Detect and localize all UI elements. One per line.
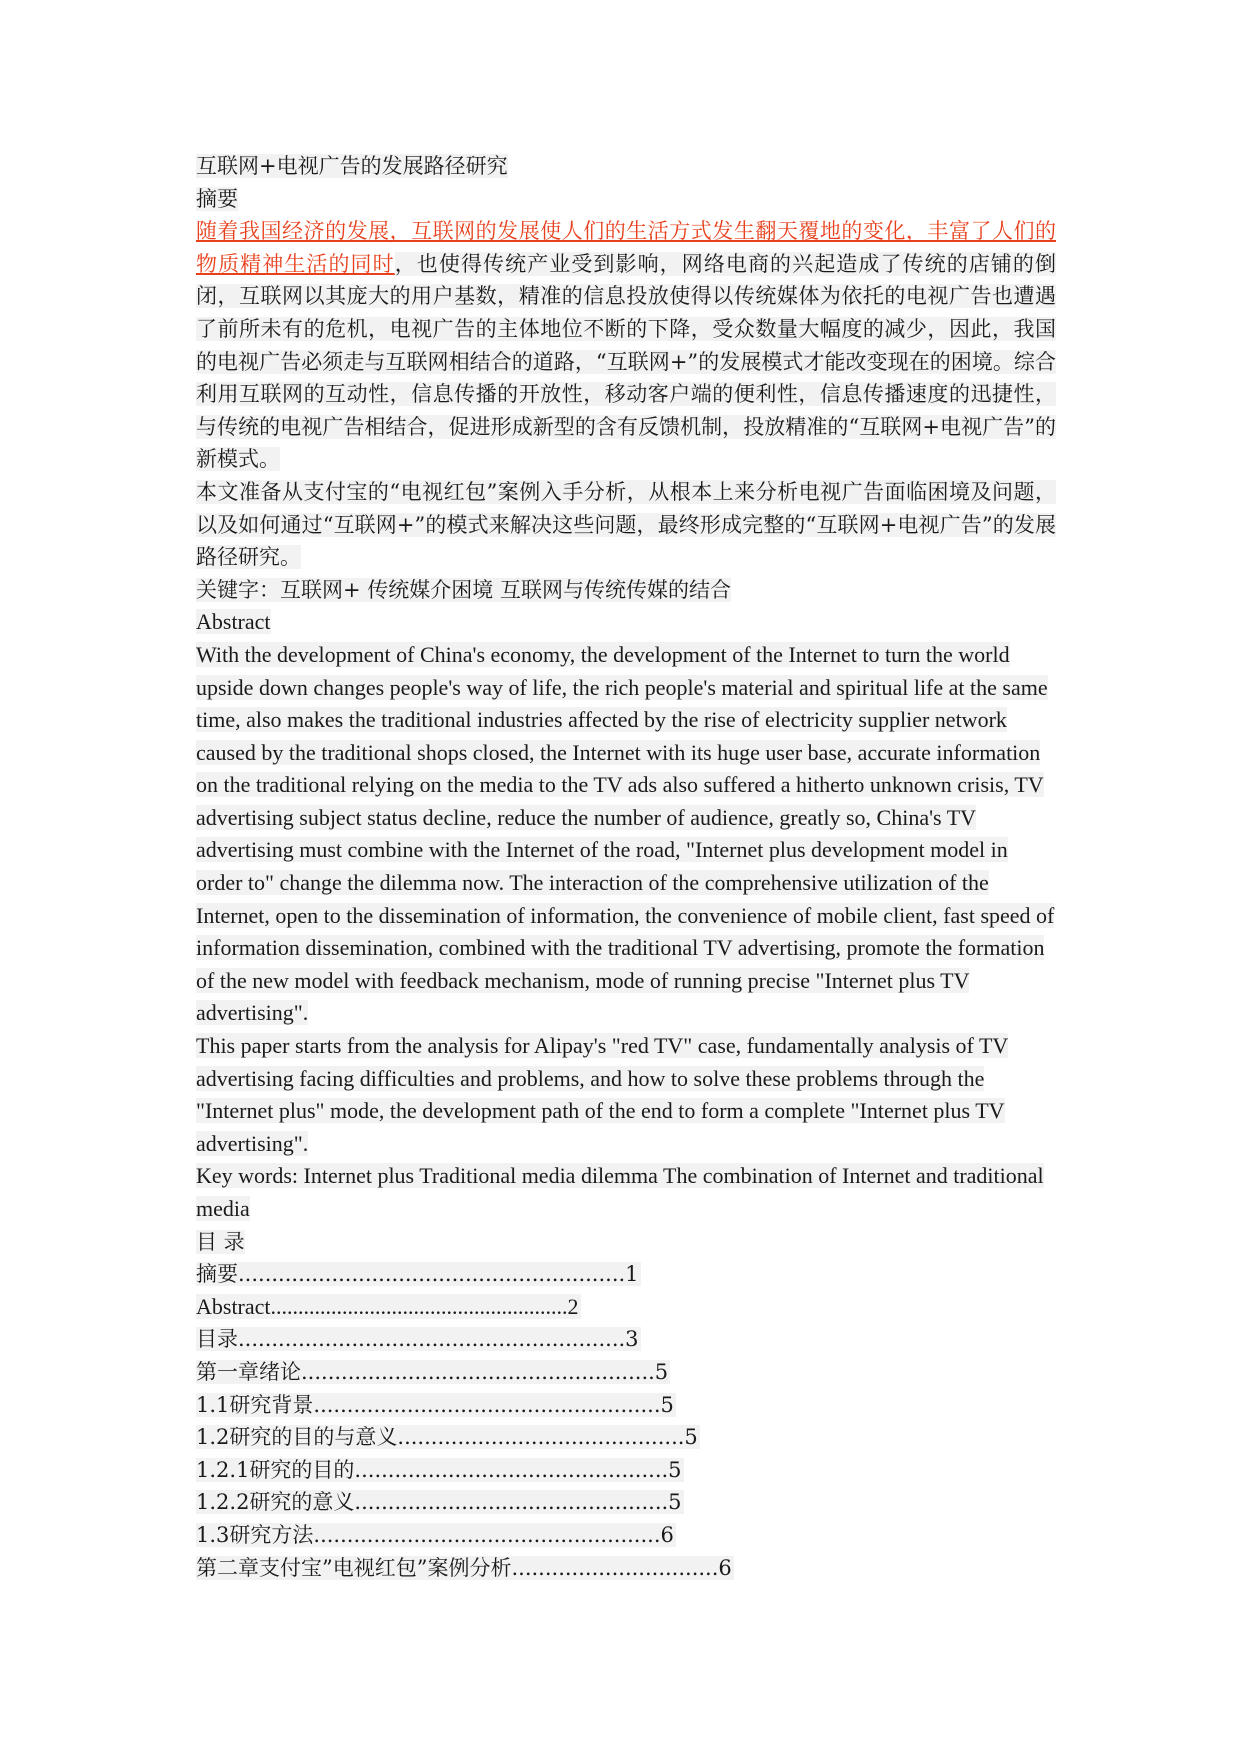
toc-item: 第二章支付宝”电视红包”案例分析...............................6	[196, 1555, 732, 1580]
abstract-cn-text: ，也使得传统产业受到影响，网络电商的兴起造成了传统的店铺的倒闭，互联网以其庞大的用户基数，精准的信息投放使得以传统媒体为依托的电视广告也遭遇了前所未有的危机，电视广告的主体地位不断的下降，受众数量大幅度的减少，因此，我国的电视广告必须走与互联网相结合的道路，“互联网+”的发展模式才能改变现在的困境。综合利用互联网的互动性，信息传播的开放性，移动客户端的便利性，信息传播速度的迅捷性，与传统的电视广告相结合，促进形成新型的含有反馈机制，投放精准的“互联网+电视广告”的新模式。	[196, 251, 1057, 472]
toc-item: 目录..........................................................3	[196, 1327, 639, 1352]
document-body	[196, 150, 1056, 1584]
toc-item: 1.2.2研究的意义...............................................5	[196, 1490, 682, 1515]
highlighted-sentence: 随着我国经济的发展，互联网的发展使人们的生活方式发生翻天覆地的变化，丰富了人们的物质精神生活的同时	[196, 219, 1056, 276]
toc-heading: 目 录	[196, 1229, 245, 1254]
toc-item: Abstract......................................................2	[196, 1293, 579, 1319]
toc-item: 第一章绪论.....................................................5	[196, 1359, 669, 1384]
abstract-en-paragraph-2: This paper starts from the analysis for Alipay's "red TV" case, fundamentally analysis of TV advertising facing difficulties and problems, and how to solve these problems through the "Internet plus" mode, the development path of the end to form a complete "Internet plus TV advertising".	[196, 1033, 1009, 1156]
abstract-en-paragraph-1: With the development of China's economy, the development of the Internet to turn the world upside down changes people's way of life, the rich people's material and spiritual life at the same time, also makes the traditional industries affected by the rise of electricity supplier network caused by the traditional shops closed, the Internet with its huge user base, accurate information on the traditional relying on the media to the TV ads also suffered a hitherto unknown crisis, TV advertising subject status decline, reduce the number of audience, greatly so, China's TV advertising must combine with the Internet of the road, "Internet plus development model in order to" change the dilemma now. The interaction of the comprehensive utilization of the Internet, open to the dissemination of information, the convenience of mobile client, fast speed of information dissemination, combined with the traditional TV advertising, promote the formation of the new model with feedback mechanism, mode of running precise "Internet plus TV advertising".	[196, 641, 1055, 1026]
toc-item: 1.2.1研究的目的...............................................5	[196, 1457, 682, 1482]
toc-item: 1.1研究背景....................................................5	[196, 1392, 674, 1417]
toc-item: 摘要..........................................................1	[196, 1262, 639, 1287]
abstract-en-section	[196, 606, 1056, 1225]
abstract-cn-heading: 摘要	[196, 186, 238, 211]
toc-item: 1.3研究方法....................................................6	[196, 1522, 674, 1547]
abstract-en-heading: Abstract	[196, 609, 271, 635]
toc-item: 1.2研究的目的与意义...........................................5	[196, 1425, 698, 1450]
keywords-cn: 关键字：互联网+ 传统媒介困境 互联网与传统传媒的结合	[196, 577, 731, 602]
abstract-cn-paragraph-1	[196, 215, 1056, 476]
abstract-cn-paragraph-2: 本文准备从支付宝的“电视红包”案例入手分析，从根本上来分析电视广告面临困境及问题，以及如何通过“互联网+”的模式来解决这些问题，最终形成完整的“互联网+电视广告”的发展路径研究。	[196, 479, 1056, 570]
table-of-contents	[196, 1258, 1056, 1584]
keywords-en: Key words: Internet plus Traditional media dilemma The combination of Internet and traditional media	[196, 1163, 1044, 1221]
document-title: 互联网+电视广告的发展路径研究	[196, 154, 508, 178]
